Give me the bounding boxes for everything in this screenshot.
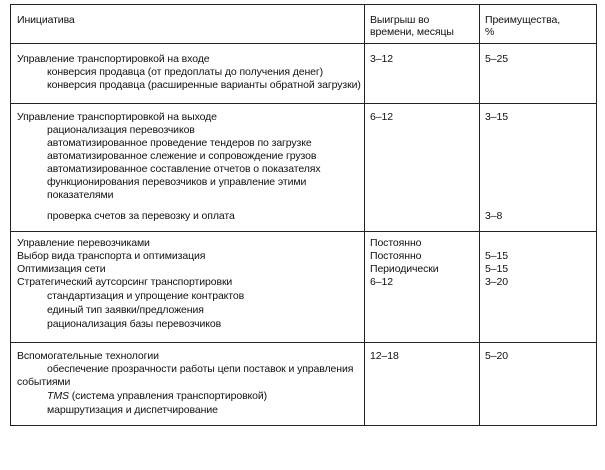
group2-item: автоматизированное составление отчетов о показателях [47,163,321,175]
group2-benefit: 3–15 [485,111,508,123]
group3-time: Периодически [370,263,439,275]
group2-item: рационализация перевозчиков [47,124,195,136]
group2-item: функционирования перевозчиков и управление этими [47,176,307,188]
group4-benefit: 5–20 [485,350,508,362]
group1-item: конверсия продавца (расширенные варианты обратной загрузки) [47,79,361,91]
group3-time: 6–12 [370,276,393,288]
group3-item: единый тип заявки/предложения [47,304,204,316]
group3-line: Выбор вида транспорта и оптимизация [17,250,206,262]
header-time-line2: времени, месяцы [370,26,454,38]
group1-time: 3–12 [370,53,393,65]
group4-time: 12–18 [370,350,399,362]
header-time-line1: Выигрыш во [370,14,430,26]
header-benefit-line1: Преимущества, [485,14,561,26]
group3-line: Стратегический аутсорсинг транспортировки [17,276,233,288]
group2-time: 6–12 [370,111,393,123]
group3-time: Постоянно [370,250,422,262]
group2-item: показателями [47,189,114,201]
row-divider [11,103,596,104]
group3-item: рационализация базы перевозчиков [47,318,222,330]
tms-description: (система управления транспортировкой) [71,390,268,402]
row-divider [11,342,596,343]
row-divider [11,231,596,232]
group2-benefit: 3–8 [485,210,503,222]
group3-time: Постоянно [370,237,422,249]
group3-benefit: 5–15 [485,263,508,275]
group1-title: Управление транспортировкой на входе [17,53,210,65]
group3-benefit: 5–15 [485,250,508,262]
group4-item [47,390,267,403]
group3-line: Оптимизация сети [17,263,106,275]
group2-item: автоматизированное проведение тендеров по загрузке [47,137,312,149]
group4-item: событиями [17,376,71,388]
group4-item: обеспечение прозрачности работы цепи поставок и управления [47,363,354,375]
group1-item: конверсия продавца (от предоплаты до получения денег) [47,66,324,78]
group2-item: автоматизированное слежение и сопровождение грузов [47,150,317,162]
header-initiative: Инициатива [17,14,75,26]
tms-abbreviation: TMS [47,390,69,402]
column-divider [479,5,480,425]
group3-item: стандартизация и упрощение контрактов [47,290,245,302]
row-divider [11,43,596,44]
group3-benefit: 3–20 [485,276,508,288]
initiatives-table [10,4,597,426]
group2-title: Управление транспортировкой на выходе [17,111,217,123]
group4-item: маршрутизация и диспетчирование [47,404,218,416]
group2-item: проверка счетов за перевозку и оплата [47,210,235,222]
group4-title: Вспомогательные технологии [17,350,159,362]
group1-benefit: 5–25 [485,53,508,65]
column-divider [364,5,365,425]
header-benefit-line2: % [485,26,495,38]
group3-title: Управление перевозчиками [17,237,150,249]
